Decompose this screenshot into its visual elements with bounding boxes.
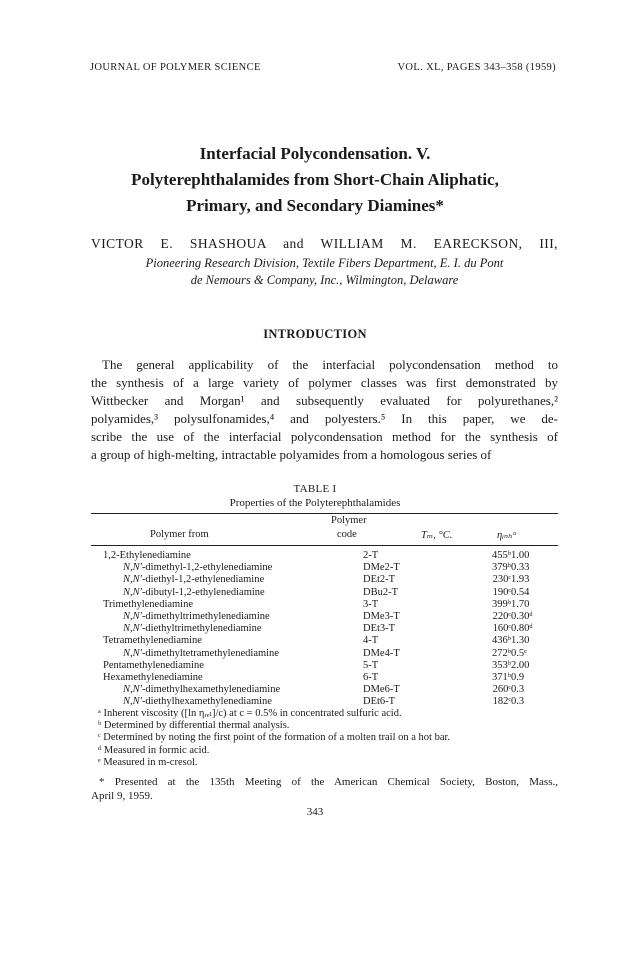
polymer-name: -diethyltrimethylenediamine: [141, 623, 262, 635]
title-line-3: Primary, and Secondary Diamines*: [186, 196, 444, 215]
polymer-from-cell: [91, 599, 363, 611]
tm-cell: 399ᵇ: [491, 598, 511, 610]
tm-cell: 436ᵇ: [491, 635, 511, 647]
polymer-name: Trimethylenediamine: [103, 598, 194, 610]
prefix-label: N,N′: [123, 623, 142, 635]
title-line-1: Interfacial Polycondensation. V.: [199, 144, 431, 163]
paragraph-line: the synthesis of a large variety of polymer classes was first demonstrated by: [91, 375, 558, 390]
article-title: [60, 141, 570, 219]
table-subtitle: Properties of the Polyterephthalamides: [229, 497, 401, 509]
presented-line-2: April 9, 1959.: [91, 790, 153, 802]
eta-cell: 0.54: [511, 586, 530, 598]
authors: VICTOR E. SHASHOUA and WILLIAM M. EARECKSON, III,: [91, 236, 558, 251]
volume-pages: VOL. XL, PAGES 343–358 (1959): [397, 62, 556, 73]
section-heading: INTRODUCTION: [263, 327, 367, 341]
polymer-from-cell: [91, 562, 363, 574]
polymer-from-cell: [91, 635, 363, 647]
table-caption: TABLE I: [293, 483, 337, 495]
polymer-name: -dimethyl-1,2-ethylenediamine: [141, 562, 273, 574]
polymer-code-cell: DBu2-T: [363, 586, 398, 598]
polymer-code-cell: DMe3-T: [363, 611, 400, 623]
polymer-from-cell: [91, 672, 363, 684]
table-row: [91, 587, 558, 599]
tm-cell: 371ᵇ: [491, 672, 511, 684]
polymer-from-cell: [91, 623, 363, 635]
eta-cell: 1.70: [511, 598, 530, 610]
polymer-code-cell: 5-T: [363, 659, 379, 671]
paragraph-line: polyamides,³ polysulfonamides,⁴ and polyesters.⁵ In this paper, we de-: [91, 411, 558, 426]
table-row: [91, 696, 558, 708]
table-row: [91, 599, 558, 611]
table-row: [91, 562, 558, 574]
table-row: [91, 648, 558, 660]
eta-cell: 1.00: [511, 550, 530, 561]
tm-cell: 230ᶜ: [492, 574, 511, 586]
polymer-code-cell: 6-T: [363, 672, 379, 684]
affiliation-line-2: de Nemours & Company, Inc., Wilmington, Delaware: [190, 273, 459, 287]
tm-cell: 455ᵇ: [491, 550, 511, 561]
polymer-name: Hexamethylenediamine: [103, 672, 203, 684]
table-row: [91, 550, 558, 562]
presented-note: [91, 775, 558, 803]
polymer-from-cell: [91, 550, 363, 562]
prefix-label: N,N′: [123, 611, 142, 623]
affiliation-line-1: Pioneering Research Division, Textile Fibers Department, E. I. du Pont: [145, 256, 504, 270]
table-row: [91, 623, 558, 635]
table-row: [91, 635, 558, 647]
eta-cell: 0.33: [511, 562, 530, 574]
title-line-2: Polyterephthalamides from Short-Chain Aliphatic,: [131, 170, 499, 189]
polymer-code-cell: DEt6-T: [363, 696, 396, 708]
polymer-name: -dimethyltrimethylenediamine: [141, 611, 270, 623]
table-row: [91, 672, 558, 684]
eta-cell: 0.3: [511, 696, 525, 708]
eta-cell: 0.80ᵈ: [511, 623, 533, 635]
header-code-line2: code: [337, 529, 357, 540]
tm-cell: 160ᶜ: [492, 623, 511, 635]
table-row: [91, 660, 558, 672]
table-footnotes: [98, 708, 568, 769]
eta-cell: 0.9: [511, 672, 525, 684]
polymer-code-cell: DEt2-T: [363, 574, 396, 586]
table-footnote: ᶜ Determined by noting the first point of the formation of a molten trail on a hot bar.: [98, 732, 451, 744]
eta-cell: 2.00: [511, 659, 530, 671]
table-footnote: ᵈ Measured in formic acid.: [98, 744, 210, 756]
presented-line-1: * Presented at the 135th Meeting of the American Chemical Society, Boston, Mass.,: [99, 776, 558, 788]
prefix-label: N,N′: [123, 696, 142, 708]
header-code-line1: Polymer: [331, 515, 367, 526]
table-footnote: ᵃ Inherent viscosity ([ln ηᵣₑₗ]/c) at c = 0.5% in concentrated sulfuric acid.: [98, 708, 402, 719]
journal-name: JOURNAL OF POLYMER SCIENCE: [90, 62, 261, 73]
polymer-from-cell: [91, 684, 363, 696]
table-row: [91, 574, 558, 586]
tm-cell: 260ᶜ: [492, 684, 511, 696]
affiliation: [91, 255, 558, 289]
polymer-from-cell: [91, 696, 363, 708]
eta-cell: 1.93: [511, 574, 530, 586]
polymer-name: -dibutyl-1,2-ethylenediamine: [141, 586, 265, 598]
polymer-code-cell: 4-T: [363, 635, 379, 647]
polymer-from-cell: [91, 611, 363, 623]
polymer-code-cell: DMe6-T: [363, 684, 400, 696]
tm-cell: 379ᵇ: [491, 562, 511, 574]
header-tm: Tₘ, °C.: [421, 530, 453, 541]
properties-table: [91, 550, 558, 709]
polymer-code-cell: DMe4-T: [363, 647, 400, 659]
prefix-label: N,N′: [123, 574, 142, 586]
table-footnote: ᵉ Measured in m-cresol.: [98, 756, 198, 768]
polymer-code-cell: DMe2-T: [363, 562, 400, 574]
prefix-label: N,N′: [123, 684, 142, 696]
polymer-name: -dimethyltetramethylenediamine: [141, 647, 279, 659]
page-number: 343: [306, 806, 324, 818]
eta-cell: 1.30: [511, 635, 530, 647]
polymer-from-cell: [91, 648, 363, 660]
polymer-code-cell: DEt3-T: [363, 623, 396, 635]
prefix-label: N,N′: [123, 562, 142, 574]
polymer-from-cell: [91, 587, 363, 599]
paragraph-line: scribe the use of the interfacial polycondensation method for the synthesis of: [91, 429, 558, 444]
tm-cell: 190ᶜ: [492, 586, 511, 598]
polymer-name: Pentamethylenediamine: [103, 659, 204, 671]
polymer-from-cell: [91, 660, 363, 672]
table-row: [91, 611, 558, 623]
table-footnote: ᵇ Determined by differential thermal analysis.: [98, 720, 290, 732]
paragraph-line: a group of high-melting, intractable polyamides from a homologous series of: [91, 447, 492, 462]
eta-cell: 0.3: [511, 684, 525, 696]
intro-paragraph: [91, 356, 558, 464]
table-row: [91, 684, 558, 696]
paragraph-line: The general applicability of the interfacial polycondensation method to: [102, 357, 558, 372]
eta-cell: 0.30ᵈ: [511, 611, 533, 623]
paragraph-line: Wittbecker and Morgan¹ and subsequently evaluated for polyurethanes,²: [91, 393, 558, 408]
polymer-code-cell: 2-T: [363, 550, 379, 561]
prefix-label: N,N′: [123, 647, 142, 659]
tm-cell: 182ᶜ: [492, 696, 511, 708]
prefix-label: N,N′: [123, 586, 142, 598]
eta-cell: 0.5ᵉ: [511, 647, 527, 659]
polymer-from-cell: [91, 574, 363, 586]
polymer-name: -diethylhexamethylenediamine: [141, 696, 272, 708]
tm-cell: 220ᶜ: [492, 611, 511, 623]
table-header-rule: [91, 545, 558, 546]
polymer-code-cell: 3-T: [363, 598, 379, 610]
polymer-name: -dimethylhexamethylenediamine: [141, 684, 281, 696]
polymer-name: 1,2-Ethylenediamine: [103, 550, 191, 561]
header-polymer-from: Polymer from: [150, 529, 209, 540]
polymer-name: Tetramethylenediamine: [103, 635, 202, 647]
tm-cell: 272ᵇ: [491, 647, 511, 659]
tm-cell: 353ᵇ: [491, 659, 511, 671]
polymer-name: -diethyl-1,2-ethylenediamine: [141, 574, 265, 586]
table-top-rule: [91, 513, 558, 514]
header-eta: ηᵢₙₕᵃ: [497, 530, 517, 541]
